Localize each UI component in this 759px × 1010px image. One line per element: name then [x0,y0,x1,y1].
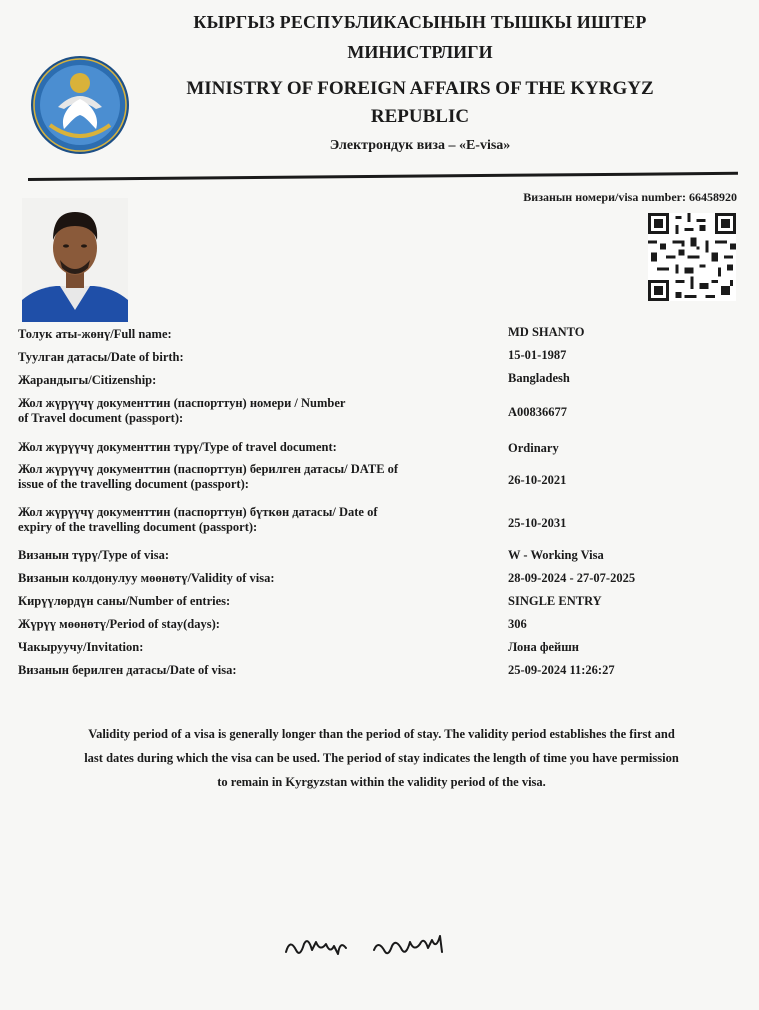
field-expiry-date-label: Жол жүрүүчү документтин (паспорттун) бүткөн датасы/ Date of expiry of the travelling document (passport): [18,505,378,534]
visa-number [523,190,737,205]
field-full-name-value: MD SHANTO [508,325,585,339]
field-dob-value: 15-01-1987 [508,348,567,362]
field-period-of-stay-label: Жүрүү мөөнөтү/Period of stay(days): [18,617,220,631]
header-divider [28,172,738,181]
field-issue-date-value: 26-10-2021 [508,473,567,487]
field-period-of-stay-value: 306 [508,617,527,631]
header-title-en-line1: MINISTRY OF FOREIGN AFFAIRS OF THE KYRGYZ [186,78,654,99]
field-citizenship-value: Bangladesh [508,371,570,385]
field-citizenship-label: Жарандыгы/Citizenship: [18,373,157,387]
header-title-ky-line2: МИНИСТРЛИГИ [347,42,493,62]
field-expiry-date-value: 25-10-2031 [508,516,567,530]
field-visa-type-label: Визанын түрү/Type of visa: [18,548,169,562]
field-entries-value: SINGLE ENTRY [508,594,602,608]
field-issue-date-label: Жол жүрүүчү документтин (паспорттун) берилген датасы/ DATE of issue of the travelling document (passport): [18,462,399,491]
handwritten-signature [282,930,452,964]
qr-code-icon [648,213,736,301]
field-invitation-label: Чакыруучу/Invitation: [18,640,144,654]
field-passport-number-label: Жол жүрүүчү документтин (паспорттун) номери / Number of Travel document (passport): [18,396,346,425]
field-visa-type-value: W - Working Visa [508,548,604,562]
field-dob-label: Туулган датасы/Date of birth: [18,350,184,364]
field-visa-date-label: Визанын берилген датасы/Date of visa: [18,663,237,677]
field-invitation-value: Лона фейшн [508,640,579,654]
field-document-type-value: Ordinary [508,441,559,455]
field-visa-date-value: 25-09-2024 11:26:27 [508,663,615,677]
validity-note-line1: Validity period of a visa is generally longer than the period of stay. The validity period establishes the first and [88,727,675,741]
field-entries-label: Кирүүлөрдүн саны/Number of entries: [18,594,231,608]
field-document-type-label: Жол жүрүүчү документтин түрү/Type of travel document: [18,440,337,454]
kyrgyz-emblem-icon [30,55,130,155]
field-validity-label: Визанын колдонулуу мөөнөтү/Validity of visa: [18,571,275,585]
field-validity-value: 28-09-2024 - 27-07-2025 [508,571,636,585]
field-full-name-label: Толук аты-жөнү/Full name: [18,327,172,341]
applicant-photo [22,198,128,322]
header-title-ky-line1: КЫРГЫЗ РЕСПУБЛИКАСЫНЫН ТЫШКЫ ИШТЕР [193,12,647,32]
visa-number-label: Визанын номери/visa number: [523,190,686,204]
validity-note-line2: last dates during which the visa can be used. The period of stay indicates the length of time you have permission [84,751,679,765]
header-subtitle: Электрондук виза – «E-visa» [329,138,511,153]
validity-note [14,722,749,794]
validity-note-line3: to remain in Kyrgyzstan within the validity period of the visa. [217,775,546,789]
visa-number-value: 66458920 [689,190,737,204]
header-title-en-line2: REPUBLIC [370,106,470,127]
field-passport-number-value: A00836677 [508,405,568,419]
